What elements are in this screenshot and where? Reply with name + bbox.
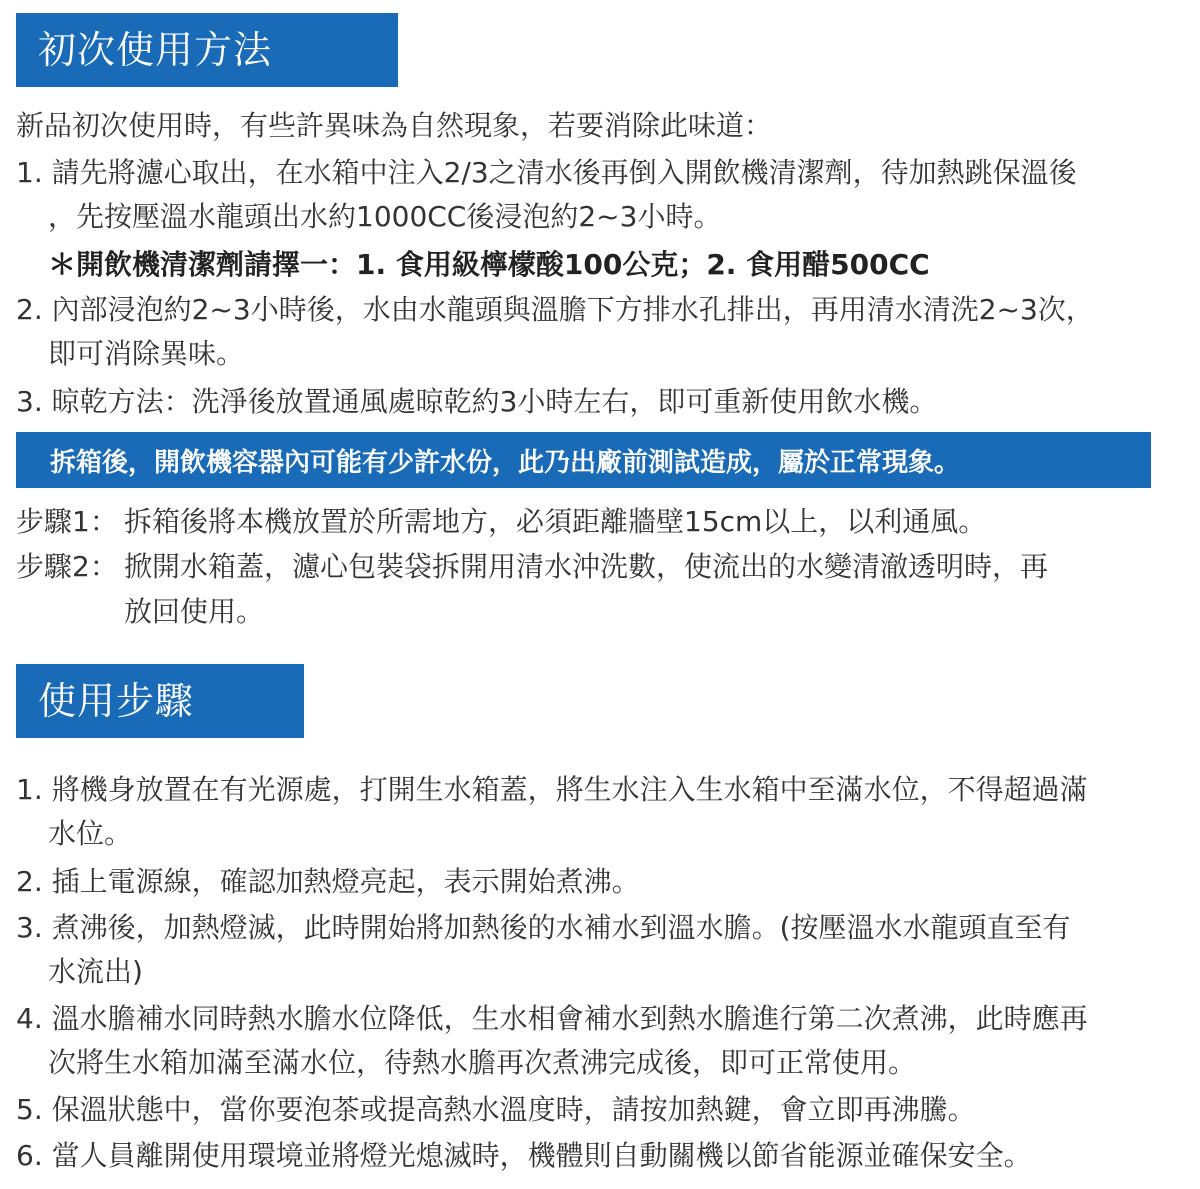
usage-step-2: 2. 插上電源線，確認加熱燈亮起，表示開始煮沸。	[16, 865, 640, 898]
section-title: 初次使用方法	[38, 28, 273, 72]
usage-step-4-cont: 次將生水箱加滿至滿水位，待熱水膽再次煮沸完成後，即可正常使用。	[48, 1046, 917, 1079]
first-use-step-2-cont: 即可消除異味。	[48, 337, 245, 370]
usage-step-6: 6. 當人員離開使用環境並將燈光熄滅時，機體則自動關機以節省能源並確保安全。	[16, 1139, 1032, 1172]
usage-step-4: 4. 溫水膽補水同時熱水膽水位降低，生水相會補水到熱水膽進行第二次煮沸，此時應再	[16, 1002, 1088, 1035]
unbox-step-1-text: 拆箱後將本機放置於所需地方，必須距離牆壁15cm以上，以利通風。	[124, 505, 987, 538]
unbox-step-2-text: 掀開水箱蓋，濾心包裝袋拆開用清水沖洗數，使流出的水變清澈透明時，再	[124, 550, 1049, 583]
usage-step-3: 3. 煮沸後，加熱燈滅，此時開始將加熱後的水補水到溫水膽。(按壓溫水水龍頭直至有	[16, 911, 1071, 944]
unbox-step-1-label: 步驟1：	[16, 505, 118, 538]
first-use-step-1: 1. 請先將濾心取出，在水箱中注入2/3之清水後再倒入開飲機清潔劑，待加熱跳保溫後	[16, 156, 1077, 189]
cleaner-note: ＊開飲機清潔劑請擇一：1. 食用級檸檬酸100公克；2. 食用醋500CC	[48, 248, 930, 281]
intro-text: 新品初次使用時，有些許異味為自然現象，若要消除此味道：	[16, 109, 773, 142]
usage-step-5: 5. 保溫狀態中，當你要泡茶或提高熱水溫度時，請按加熱鍵，會立即再沸騰。	[16, 1093, 976, 1126]
section-header-first-use	[16, 13, 398, 87]
section-header-usage-steps	[16, 664, 304, 738]
notice-banner	[16, 432, 1151, 488]
first-use-step-3: 3. 晾乾方法：洗淨後放置通風處晾乾約3小時左右，即可重新使用飲水機。	[16, 385, 938, 418]
notice-text: 拆箱後，開飲機容器內可能有少許水份，此乃出廠前測試造成，屬於正常現象。	[50, 447, 961, 478]
first-use-step-1-cont: ，先按壓溫水龍頭出水約1000CC後浸泡約2~3小時。	[48, 200, 722, 233]
usage-step-1: 1. 將機身放置在有光源處，打開生水箱蓋，將生水注入生水箱中至滿水位，不得超過滿	[16, 773, 1088, 806]
first-use-step-2: 2. 內部浸泡約2~3小時後，水由水龍頭與溫膽下方排水孔排出，再用清水清洗2~3次，	[16, 293, 1094, 326]
usage-step-3-cont: 水流出)	[48, 955, 143, 988]
section-title: 使用步驟	[38, 679, 195, 723]
unbox-step-2-label: 步驟2：	[16, 550, 118, 583]
unbox-step-2-cont: 放回使用。	[124, 595, 265, 628]
usage-step-1-cont: 水位。	[48, 817, 133, 850]
